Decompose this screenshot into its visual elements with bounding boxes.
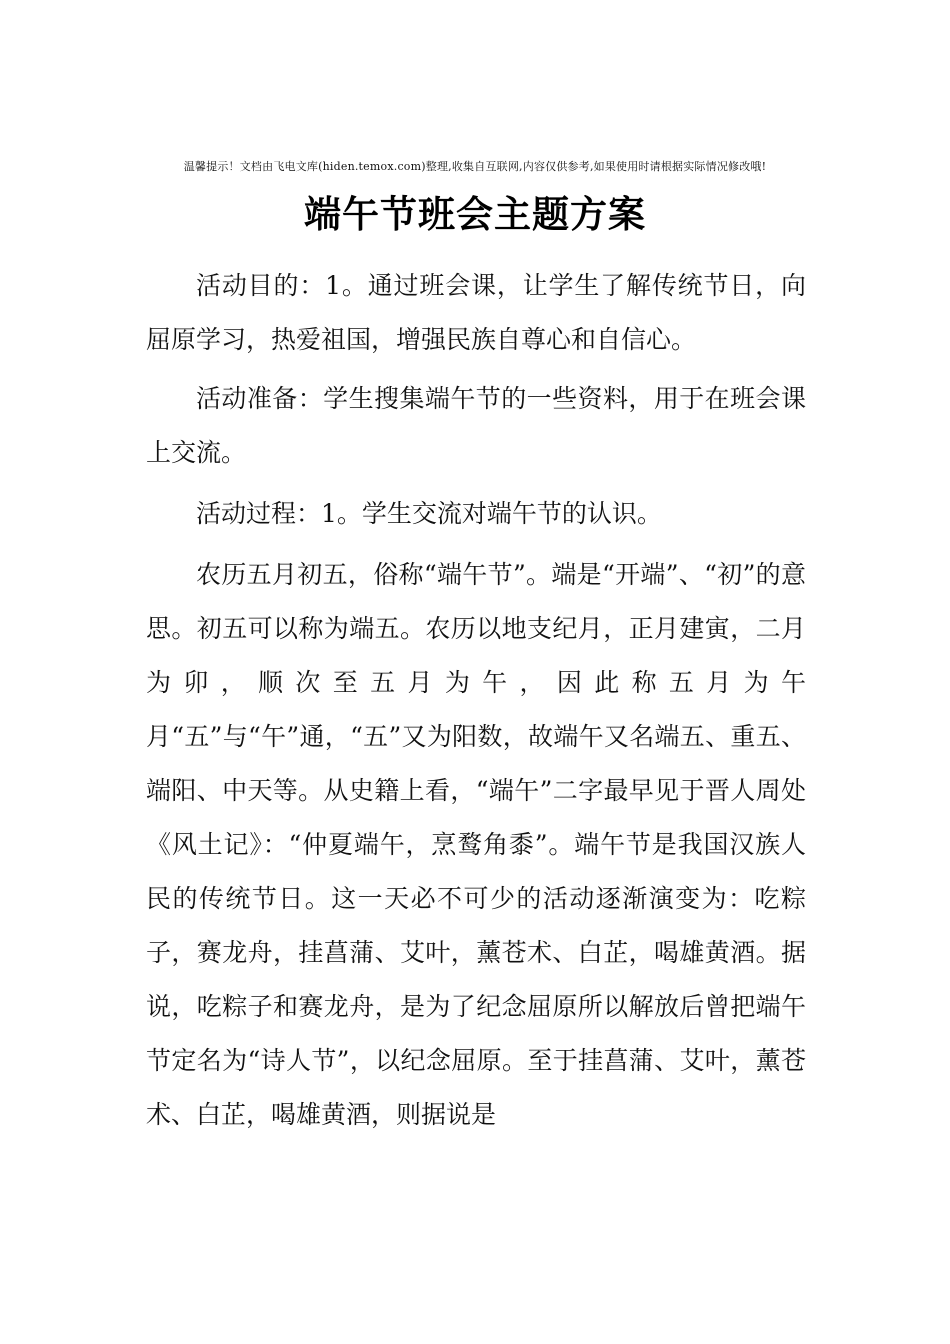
document-title: 端午节班会主题方案 xyxy=(304,192,646,236)
document-notice: 温馨提示！文档由飞电文库(hiden.temox.com)整理,收集自互联网,内容仅供参考,如果使用时请根据实际情况修改哦! xyxy=(183,160,767,173)
paragraph-activity-preparation: 活动准备：学生搜集端午节的一些资料，用于在班会课上交流。 xyxy=(146,384,806,467)
paragraph-activity-process: 活动过程：1。学生交流对端午节的认识。 xyxy=(196,499,662,528)
paragraph-dragon-boat-festival-intro: 农历五月初五，俗称“端午节”。端是“开端”、“初”的意思。初五可以称为端五。农历以地支纪月，正月建寅，二月为卯，顺次至五月为午，因此称五月为午月“五”与“午”通，“五”又为阳数，故端午又名端五、重五、端阳、中天等。从史籍上看，“端午”二字最早见于晋人周处《风土记》：“仲夏端午，烹鹜角黍”。端午节是我国汉族人民的传统节日。这一天必不可少的活动逐渐演变为：吃粽子，赛龙舟，挂菖蒲、艾叶，薰苍术、白芷，喝雄黄酒。据说，吃粽子和赛龙舟，是为了纪念屈原所以解放后曾把端午节定名为“诗人节”，以纪念屈原。至于挂菖蒲、艾叶，薰苍术、白芷，喝雄黄酒，则据说是 xyxy=(146,560,806,1129)
paragraph-activity-goal: 活动目的：1。通过班会课，让学生了解传统节日，向屈原学习，热爱祖国，增强民族自尊心和自信心。 xyxy=(146,271,806,354)
